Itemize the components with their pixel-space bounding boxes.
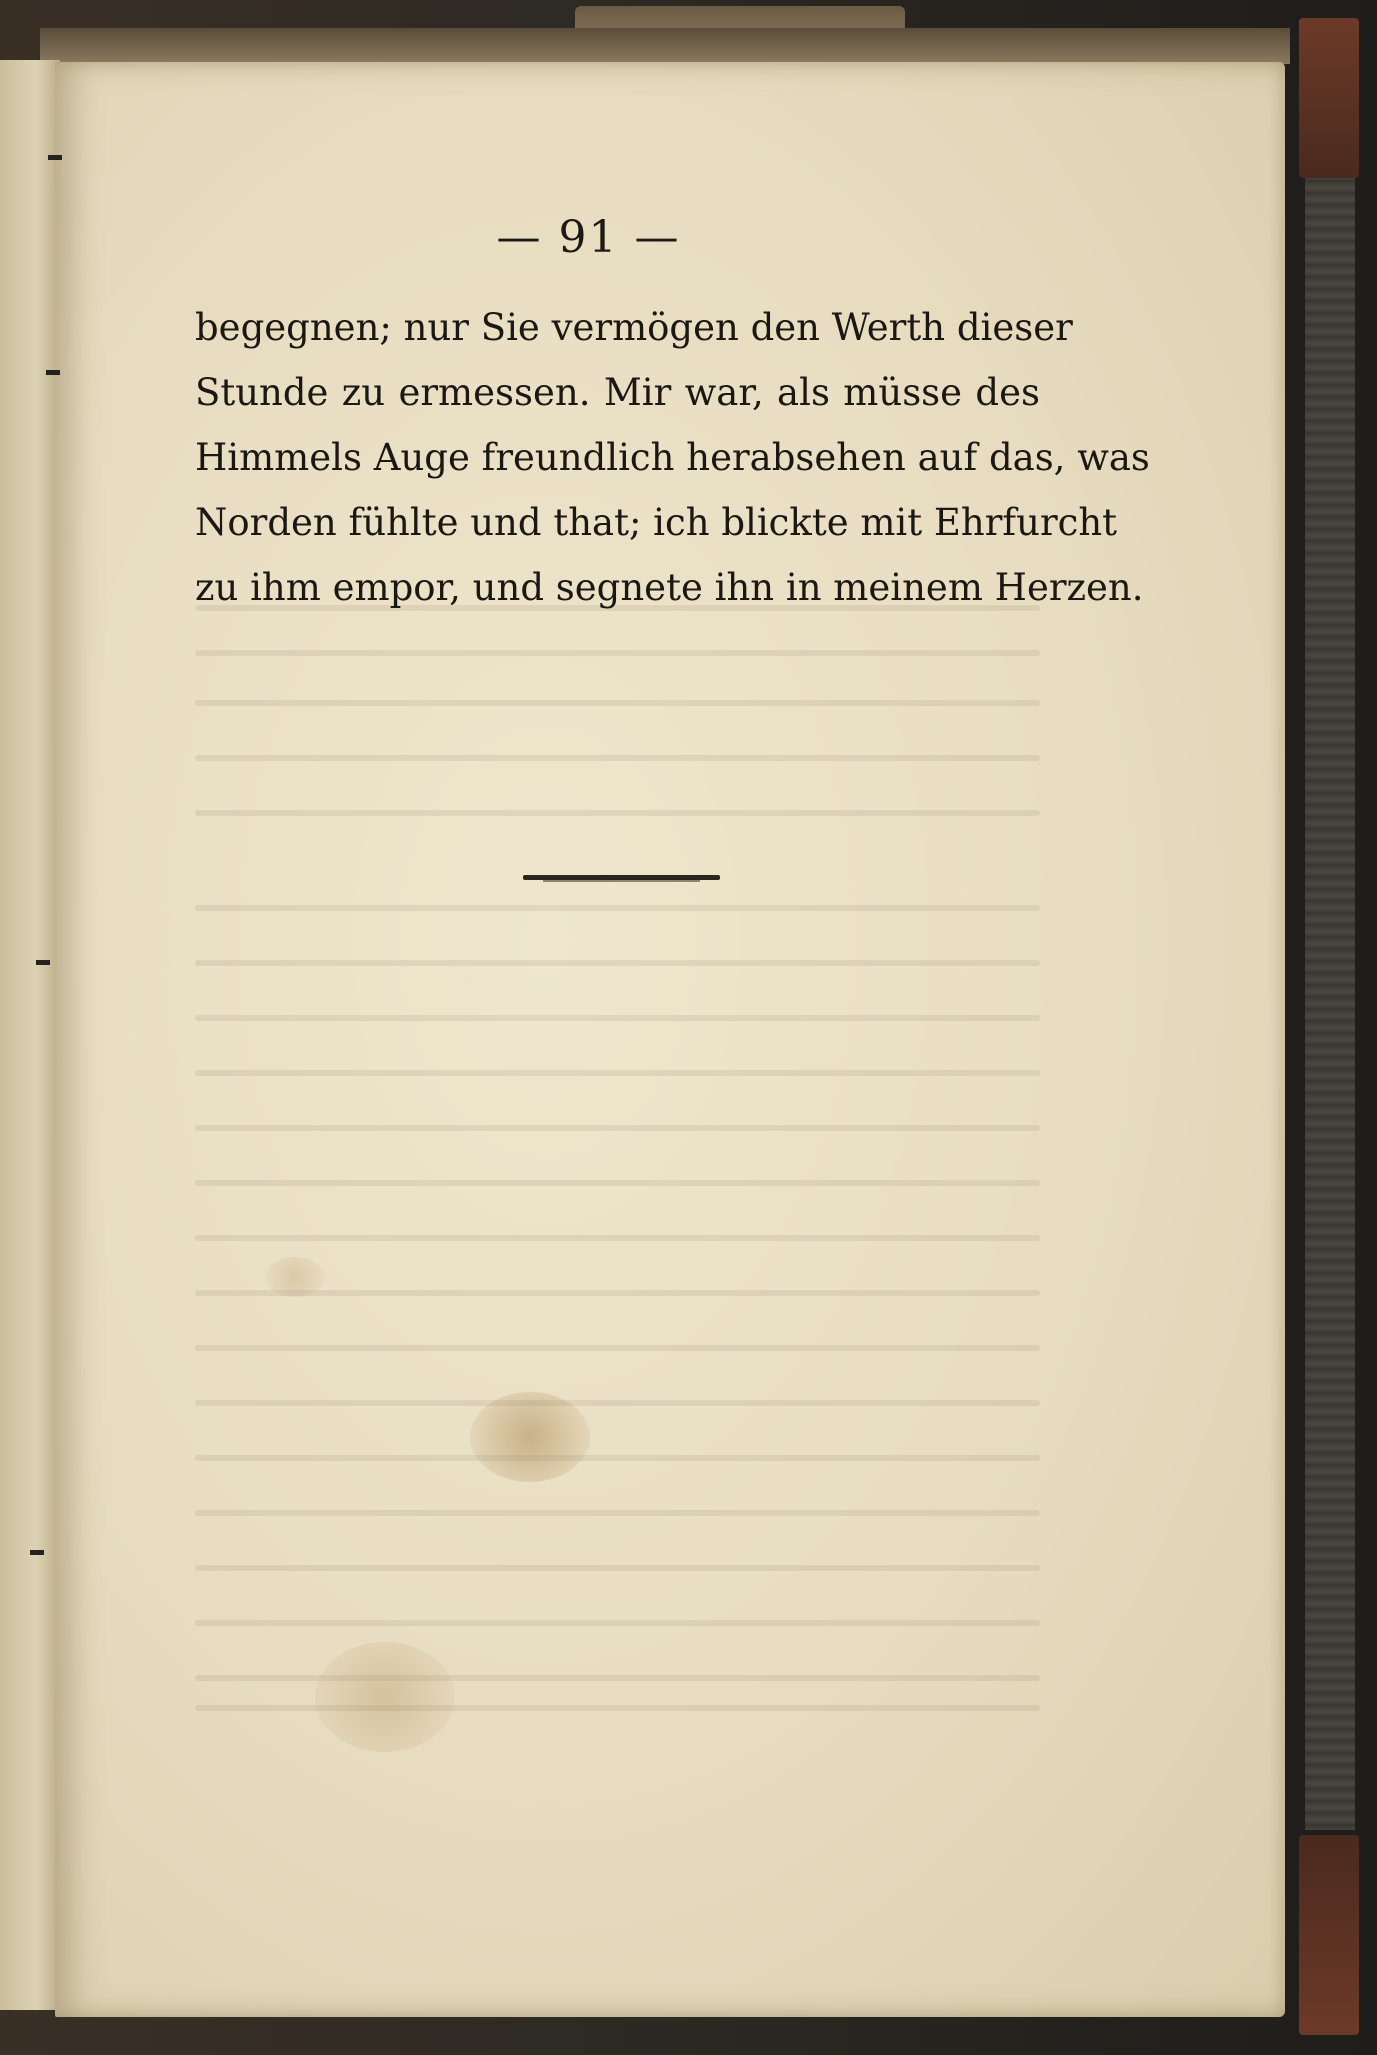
gutter-mark <box>46 370 60 375</box>
show-through <box>195 810 1040 816</box>
show-through <box>195 1235 1040 1241</box>
previous-page-edge <box>0 60 60 2010</box>
cover-corner-top <box>1299 18 1359 178</box>
show-through <box>195 650 1040 656</box>
show-through <box>195 755 1040 761</box>
cover-corner-bottom <box>1299 1835 1359 2035</box>
gutter-mark <box>36 960 50 965</box>
stain <box>315 1642 455 1752</box>
show-through <box>195 1510 1040 1516</box>
text-line: Norden fühlte und that; ich blickte mit Ehrfurcht <box>195 501 1118 544</box>
page-top-edge <box>40 28 1290 64</box>
show-through <box>195 1400 1040 1406</box>
text-line: Himmels Auge freundlich herabsehen auf das, was <box>195 436 1150 479</box>
text-line: Stunde zu ermessen. Mir war, als müsse des <box>195 371 1040 414</box>
show-through <box>195 1705 1040 1711</box>
show-through <box>195 1675 1040 1681</box>
show-through <box>195 1015 1040 1021</box>
section-divider <box>523 875 720 880</box>
body-text <box>195 295 1150 620</box>
page-number: — 91 — <box>496 212 681 263</box>
show-through <box>195 1290 1040 1296</box>
cover-edge <box>1305 170 1355 1830</box>
show-through <box>195 1345 1040 1351</box>
text-line: begegnen; nur Sie vermögen den Werth dieser <box>195 306 1073 349</box>
show-through <box>195 1180 1040 1186</box>
gutter-mark <box>48 155 62 160</box>
text-line: zu ihm empor, und segnete ihn in meinem Herzen. <box>195 566 1144 609</box>
show-through <box>195 905 1040 911</box>
show-through <box>195 1620 1040 1626</box>
gutter-mark <box>30 1550 44 1555</box>
show-through <box>195 1070 1040 1076</box>
show-through <box>195 700 1040 706</box>
show-through <box>195 960 1040 966</box>
show-through <box>195 1455 1040 1461</box>
show-through <box>195 1565 1040 1571</box>
show-through <box>195 1125 1040 1131</box>
